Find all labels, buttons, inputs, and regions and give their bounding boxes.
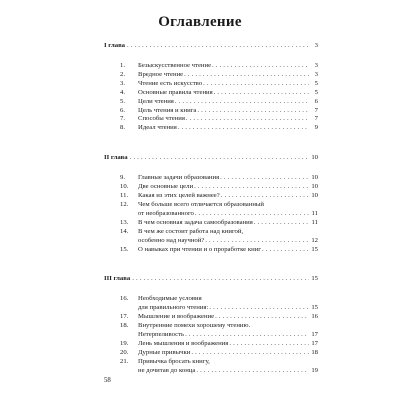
chapter-heading (104, 42, 318, 54)
toc-entry (104, 246, 318, 255)
leader-dots (262, 246, 309, 255)
toc-entry (104, 192, 318, 201)
entry-number: 14. (120, 227, 129, 235)
entry-line (138, 98, 318, 107)
leader-dots (186, 115, 309, 124)
toc-entry (104, 295, 318, 313)
toc-entry (104, 201, 318, 219)
entry-text: Идеал чтения (138, 124, 177, 132)
toc-entry (104, 98, 318, 107)
table-of-contents (104, 42, 318, 376)
entry-number: 8. (120, 124, 126, 132)
toc-entry (104, 80, 318, 89)
leader-dots (220, 174, 309, 183)
entry-line (138, 237, 318, 246)
entry-number: 4. (120, 88, 126, 96)
entry-text: Мышление и воображение (138, 313, 215, 321)
entry-number: 7. (120, 115, 126, 123)
entry-page: 11 (311, 218, 318, 226)
entry-page: 9 (314, 124, 318, 132)
leader-dots (254, 219, 309, 228)
entry-line (138, 228, 318, 237)
entry-number: 16. (120, 295, 129, 303)
chapter-title: II глава (104, 154, 128, 162)
entry-line (138, 349, 318, 358)
entry-text: Дурные привычки (138, 348, 191, 356)
leader-dots (178, 124, 309, 133)
entry-number: 17. (120, 313, 129, 321)
entry-line (138, 192, 318, 201)
entry-text: Какая из этих целей важнее? (138, 192, 220, 200)
entry-number: 13. (120, 218, 129, 226)
entry-page: 10 (311, 183, 318, 191)
entry-text: особенно над научной? (138, 236, 205, 244)
entry-number: 9. (120, 174, 126, 182)
entry-line (138, 322, 318, 331)
entry-line (138, 107, 318, 116)
entry-text: О навыках при чтении и о проработке книг (138, 245, 261, 253)
entry-line (138, 358, 318, 367)
entry-line (138, 367, 318, 376)
entry-text: В чем же состоит работа над книгой, (138, 227, 244, 235)
entry-page: 15 (311, 304, 318, 312)
entry-line (138, 174, 318, 183)
leader-dots (175, 98, 309, 107)
leader-dots (203, 80, 309, 89)
leader-dots (209, 304, 309, 313)
entry-text: не дочитав до конца (138, 366, 196, 374)
entry-line (138, 71, 318, 80)
chapter-heading (104, 154, 318, 166)
entry-text: Чем больше всего отличается образованный (138, 200, 265, 208)
entry-text: Привычка бросать книгу, (138, 357, 210, 365)
entry-page: 5 (314, 79, 318, 87)
entry-text: Необходимые условия (138, 295, 202, 303)
toc-entry (104, 62, 318, 71)
leader-dots (205, 237, 309, 246)
entry-text: Способы чтения (138, 115, 185, 123)
leader-dots (212, 62, 309, 71)
entry-text: для правильного чтения: (138, 304, 209, 312)
chapter-heading (104, 275, 318, 287)
toc-entry (104, 322, 318, 340)
entry-page: 7 (314, 115, 318, 123)
leader-dots (229, 340, 309, 349)
entry-line (138, 313, 318, 322)
entry-page: 5 (314, 88, 318, 96)
entry-text: Главные задачи образования (138, 174, 220, 182)
entry-line (138, 219, 318, 228)
chapter-items (104, 295, 318, 375)
entry-page: 3 (314, 70, 318, 78)
entry-page: 3 (314, 62, 318, 69)
entry-page: 17 (311, 331, 318, 339)
toc-entry (104, 340, 318, 349)
toc-entry (104, 219, 318, 228)
entry-number: 18. (120, 322, 129, 330)
leader-dots (194, 183, 309, 192)
entry-number: 2. (120, 70, 126, 78)
entry-text: Основные правила чтения (138, 88, 213, 96)
entry-line (138, 183, 318, 192)
toc-entry (104, 358, 318, 376)
leader-dots (191, 349, 309, 358)
leader-dots (215, 313, 309, 322)
entry-number: 19. (120, 339, 129, 347)
chapter-items (104, 174, 318, 254)
page-number: 58 (104, 377, 111, 384)
entry-page: 7 (314, 106, 318, 114)
entry-text: Нетерпеливость (138, 331, 185, 339)
toc-entry (104, 183, 318, 192)
entry-page: 11 (311, 209, 318, 217)
toc-entry (104, 228, 318, 246)
entry-line (138, 89, 318, 98)
page-title: Оглавление (158, 14, 242, 30)
entry-number: 15. (120, 245, 129, 253)
leader-dots (195, 210, 309, 219)
entry-number: 5. (120, 97, 126, 105)
entry-number: 6. (120, 106, 126, 114)
entry-page: 10 (311, 192, 318, 200)
chapter-gap (104, 133, 318, 154)
chapter-page: 10 (311, 154, 318, 162)
entry-number: 12. (120, 200, 129, 208)
entry-page: 17 (311, 339, 318, 347)
entry-text: Внутренние помехи хорошему чтению. (138, 322, 251, 330)
entry-line (138, 115, 318, 124)
entry-text: Чтение есть искусство (138, 79, 203, 87)
toc-entry (104, 89, 318, 98)
toc-entry (104, 115, 318, 124)
chapter-page: 15 (311, 275, 318, 283)
toc-entry (104, 124, 318, 133)
entry-line (138, 201, 318, 210)
entry-line (138, 210, 318, 219)
leader-dots (197, 107, 309, 116)
entry-text: Две основные цели (138, 183, 194, 191)
toc-entry (104, 313, 318, 322)
toc-entry (104, 71, 318, 80)
chapter-title: I глава (104, 42, 126, 49)
entry-page: 10 (311, 174, 318, 182)
chapter-items (104, 62, 318, 133)
chapter-page: 3 (314, 42, 318, 49)
toc-entry (104, 349, 318, 358)
entry-text: от необразованного (138, 209, 194, 217)
entry-text: Безыскусственное чтение (138, 62, 212, 69)
entry-number: 10. (120, 183, 129, 191)
entry-line (138, 124, 318, 133)
entry-text: В чем основная задача самообразования (138, 218, 253, 226)
entry-text: Вредное чтение (138, 70, 184, 78)
leader-dots (221, 192, 309, 201)
entry-number: 11. (120, 192, 129, 200)
leader-dots (127, 42, 309, 49)
entry-text: Лень мышления и воображения (138, 339, 229, 347)
entry-line (138, 340, 318, 349)
entry-page: 12 (311, 236, 318, 244)
leader-dots (185, 331, 309, 340)
leader-dots (214, 89, 309, 98)
entry-number: 21. (120, 357, 129, 365)
entry-line (138, 295, 318, 304)
entry-line (138, 246, 318, 255)
leader-dots (130, 154, 309, 161)
chapter-title: III глава (104, 275, 131, 283)
entry-number: 20. (120, 348, 129, 356)
entry-line (138, 304, 318, 313)
entry-page: 6 (314, 97, 318, 105)
entry-line (138, 331, 318, 340)
entry-line (138, 62, 318, 71)
entry-text: Цели чтения (138, 97, 174, 105)
entry-page: 15 (311, 245, 318, 253)
toc-entry (104, 107, 318, 116)
entry-line (138, 80, 318, 89)
entry-page: 18 (311, 348, 318, 356)
chapter-gap (104, 254, 318, 275)
leader-dots (184, 71, 309, 80)
leader-dots (132, 275, 309, 282)
entry-number: 1. (120, 62, 126, 69)
entry-page: 19 (311, 366, 318, 374)
toc-entry (104, 174, 318, 183)
leader-dots (196, 367, 309, 376)
entry-page: 16 (311, 313, 318, 321)
entry-text: Цель чтения и книга (138, 106, 197, 114)
entry-number: 3. (120, 79, 126, 87)
